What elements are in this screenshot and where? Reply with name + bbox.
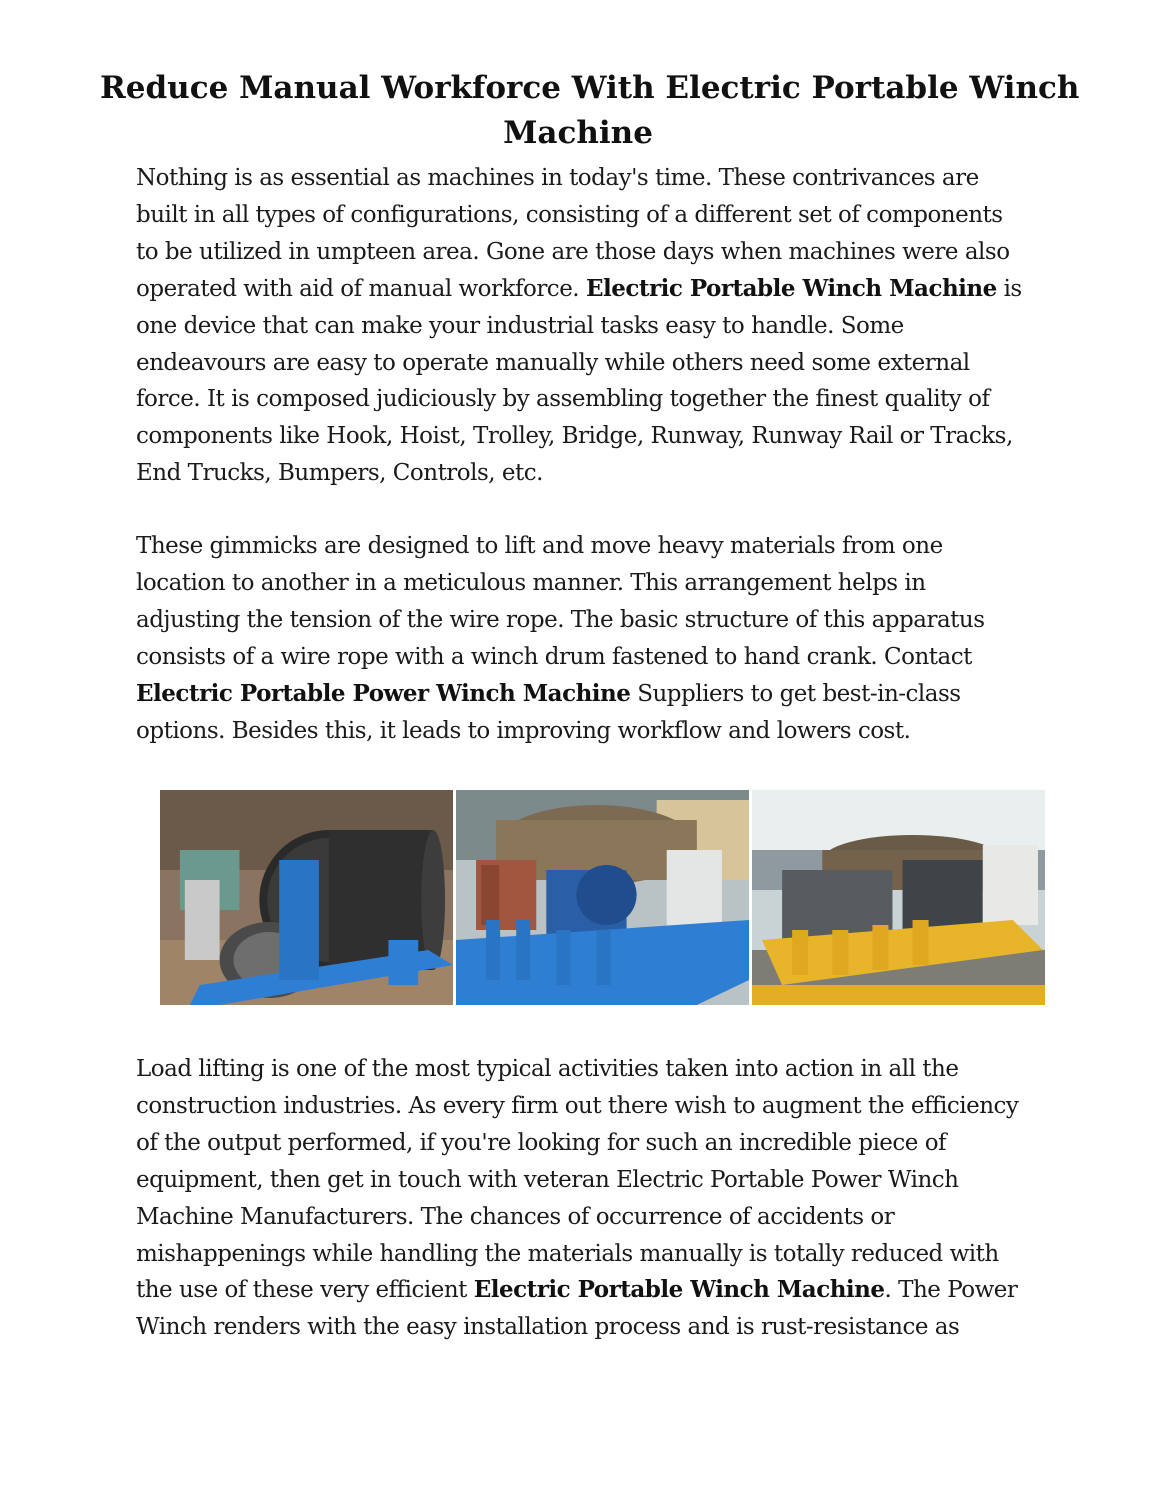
winch-image-2 xyxy=(456,790,749,1005)
text-line xyxy=(136,1272,1036,1309)
text-line: Machine Manufacturers. The chances of occurrence of accidents or xyxy=(136,1203,895,1230)
title-line-2: Machine xyxy=(503,115,653,151)
text-line: of the output performed, if you're looking for such an incredible piece of xyxy=(136,1129,947,1156)
text-run: the use of these very efficient xyxy=(136,1277,474,1304)
winch-photo-3 xyxy=(752,790,1045,1005)
bold-keyword: Electric Portable Winch Machine xyxy=(473,1276,885,1304)
text-line: These gimmicks are designed to lift and move heavy materials from one xyxy=(136,533,943,559)
text-line: mishappenings while handling the materials manually is totally reduced with xyxy=(136,1240,999,1267)
winch-photo-2 xyxy=(456,790,749,1005)
text-line: one device that can make your industrial tasks easy to handle. Some xyxy=(136,312,904,339)
text-line: endeavours are easy to operate manually while others need some external xyxy=(136,349,970,376)
winch-photo-1 xyxy=(160,790,453,1005)
text-line: Nothing is as essential as machines in today's time. These contrivances are xyxy=(136,165,979,191)
text-line: force. It is composed judiciously by assembling together the finest quality of xyxy=(136,386,990,413)
text-line: consists of a wire rope with a winch drum fastened to hand crank. Contact xyxy=(136,643,972,670)
text-line: options. Besides this, it leads to improving workflow and lowers cost. xyxy=(136,717,911,744)
bold-keyword: Electric Portable Winch Machine xyxy=(585,274,997,302)
text-line xyxy=(136,676,1036,713)
document-title xyxy=(100,66,1080,156)
text-run: . The Power xyxy=(884,1277,1018,1304)
text-run: is xyxy=(996,275,1022,302)
text-line: equipment, then get in touch with veteran Electric Portable Power Winch xyxy=(136,1166,959,1193)
text-line: Load lifting is one of the most typical activities taken into action in all the xyxy=(136,1056,959,1082)
bold-keyword: Electric Portable Power Winch Machine xyxy=(136,679,631,707)
text-line xyxy=(136,271,1036,308)
text-line: to be utilized in umpteen area. Gone are those days when machines were also xyxy=(136,238,1010,265)
text-line: Winch renders with the easy installation process and is rust-resistance as xyxy=(136,1314,960,1341)
text-run: Suppliers to get best-in-class xyxy=(630,680,961,707)
winch-image-1 xyxy=(160,790,453,1005)
paragraph-intro xyxy=(136,160,1036,492)
paragraph-load-lifting xyxy=(136,1051,1036,1346)
text-line: End Trucks, Bumpers, Controls, etc. xyxy=(136,460,543,487)
winch-photo-strip xyxy=(160,790,1045,1005)
text-line: location to another in a meticulous manner. This arrangement helps in xyxy=(136,569,926,596)
text-run: operated with aid of manual workforce. xyxy=(136,275,586,302)
text-line: construction industries. As every firm out there wish to augment the efficiency xyxy=(136,1092,1019,1119)
winch-image-3 xyxy=(752,790,1045,1005)
text-line: components like Hook, Hoist, Trolley, Bridge, Runway, Runway Rail or Tracks, xyxy=(136,423,1013,450)
text-line: built in all types of configurations, consisting of a different set of components xyxy=(136,201,1003,228)
title-line-1: Reduce Manual Workforce With Electric Portable Winch xyxy=(100,70,1080,106)
paragraph-gimmicks xyxy=(136,528,1036,749)
text-line: adjusting the tension of the wire rope. The basic structure of this apparatus xyxy=(136,606,985,633)
